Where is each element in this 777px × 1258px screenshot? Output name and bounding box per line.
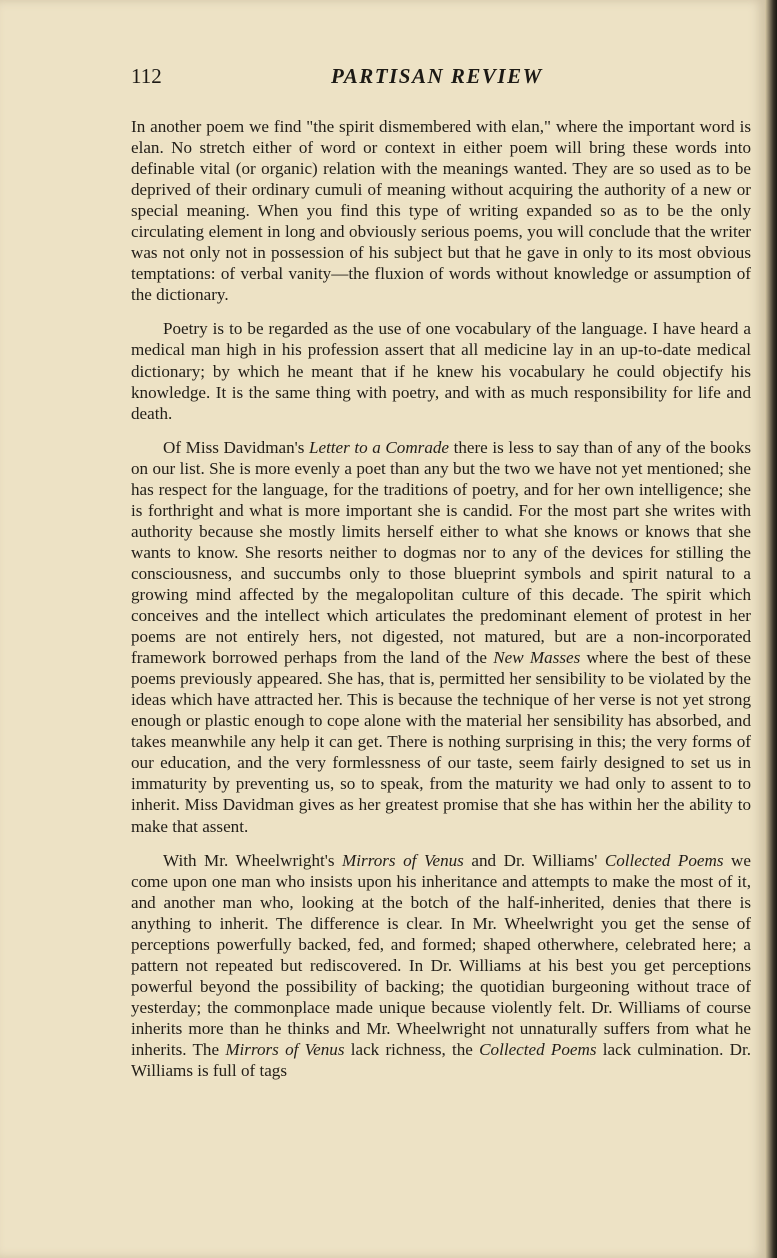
text-run: where the best of these poems previously appeared. She has, that is, permitted her sensibility to be violated by the ideas which have attracted her. This is because the technique of her verse is not yet strong enough or plastic enough to cope alone with the material her sensibility has absorbed, and takes meanwhile any help it can get. There is nothing surprising in this; the very forms of our education, and the very formlessness of our taste, seem fairly designed to set us in immaturity by preventing us, so to speak, from the maturity we had only to assent to to inherit. Miss Davidman gives as her greatest promise that she has within her the ability to make that assent. [131,648,752,836]
book-spine-shadow [765,0,777,1258]
book-title-collected-poems: Collected Poems [479,1039,597,1059]
running-head [131,62,751,92]
paragraph-wheelwright-williams [131,850,751,1082]
book-title-letter-to-a-comrade: Letter to a Comrade [308,437,450,457]
body-text [131,116,751,1094]
text-run: we come upon one man who insists upon his inheritance and attempts to make the most of it, and another man who, looking at the botch of the half-inherited, denies that there is anything to inherit. The difference is clear. In Mr. Wheelwright you get the sense of perceptions powerfully backed, fed, and formed; shaped otherwhere, celebrated here; a pattern not repeated but rediscovered. In Dr. Williams at his best you get perceptions powerful beyond the possibility of backing; the quotidian burgeoning without trace of yesterday; the commonplace made unique because violently felt. Dr. Williams of course inherits more than he thinks and Mr. Wheelwright not unnaturally suffers from what he inherits. The [131,850,751,1059]
page-number: 112 [131,64,162,88]
book-title-mirrors-of-venus: Mirrors of Venus [225,1039,345,1059]
magazine-title-new-masses: New Masses [493,648,581,668]
text-run: Of Miss Davidman's [163,437,309,457]
text-run: lack richness, the [344,1039,480,1059]
paragraph-elan: In another poem we find "the spirit dismembered with elan," where the important word is elan. No stretch either of word or context in either poem will bring these words into definable vital (or organic) relation with the meanings wanted. They are so used as to be deprived of their ordinary cumuli of meaning without acquiring the authority of a new or special meaning. When you find this type of writing expanded so as to be the only circulating element in long and obviously serious poems, you will conclude that the writer was not only not in possession of his subject but that he gave in only to its most obvious temptations: of verbal vanity—the fluxion of words without knowledge or assumption of the dictionary. [131,117,751,305]
book-title-collected-poems: Collected Poems [604,850,724,870]
text-run: lack culmination. Dr. Williams is full of tags [131,1039,751,1081]
book-title-mirrors-of-venus: Mirrors of Venus [342,850,464,870]
text-run: there is less to say than of any of the books on our list. She is more evenly a poet than any but the two we have not yet mentioned; she has respect for the language, for the traditions of poetry, and for her own intelligence; she is forthright and what is more important she is candid. For the most part she writes with authority because she mostly limits herself either to what she knows or knows that she wants to know. She resorts neither to dogmas nor to any of the devices for stilling the consciousness, and succumbs only to those blueprint symbols and spirit natural to a growing mind affected by the megalopolitan culture of this decade. The spirit which conceives and the intellect which articulates the predominant element of protest in her poems are not entirely hers, not digested, not matured, but are a non-incorporated framework borrowed perhaps from the land of the [131,437,751,668]
paragraph-vocabulary: Poetry is to be regarded as the use of one vocabulary of the language. I have heard a medical man high in his profession assert that all medicine lay in an up-to-date medical dictionary; by which he meant that if he knew his vocabulary he could objectify his knowledge. It is the same thing with poetry, and with as much responsibility for life and death. [131,319,751,423]
text-run: With Mr. Wheelwright's [163,850,343,870]
journal-title: PARTISAN REVIEW [331,64,543,88]
text-run: and Dr. Williams' [463,850,605,870]
paragraph-davidman [131,437,751,837]
